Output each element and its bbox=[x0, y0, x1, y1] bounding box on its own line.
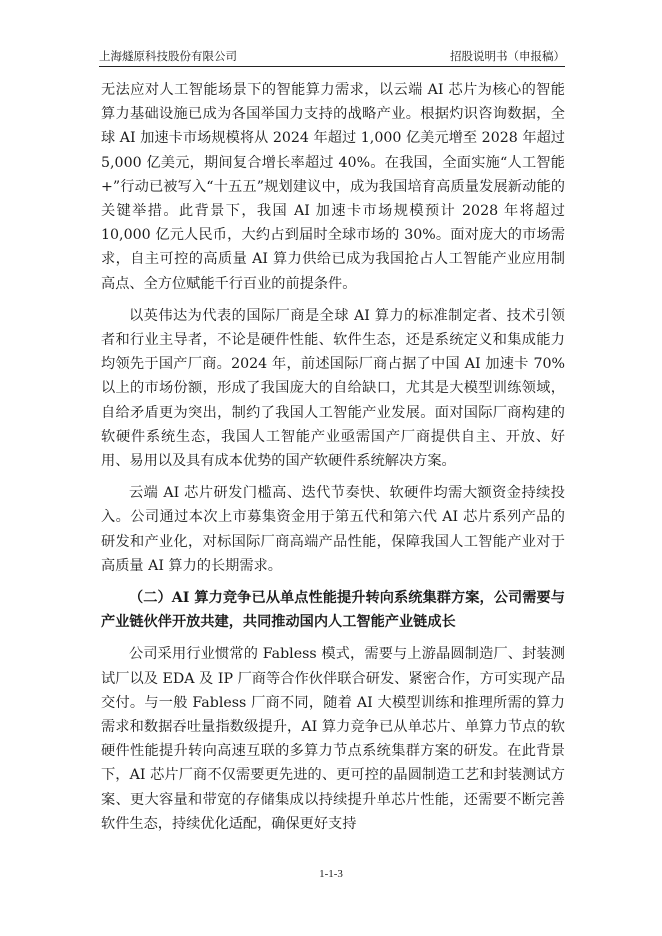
paragraph: 公司采用行业惯常的 Fabless 模式，需要与上游晶圆制造厂、封装测试厂以及 EDA 及 IP 厂商等合作伙伴联合研发、紧密合作，方可实现产品交付。与一般 Fabless 厂商不同，随着 AI 大模型训练和推理所需的算力需求和数据吞吐量指数级提升，AI 算力竞争已从单芯片、单算力节点的软硬件性能提升转向高速互联的多算力节点系统集群方案的研发。在此背景下，AI 芯片厂商不仅需要更先进的、更可控的晶圆制造工艺和封装测试方案、更大容量和带宽的存储集成以持续提升单芯片性能，还需要不断完善软件生态，持续优化适配，确保更好支持 bbox=[101, 646, 565, 832]
paragraph: 云端 AI 芯片研发门槛高、迭代节奏快、软硬件均需大额资金持续投入。公司通过本次上市募集资金用于第五代和第六代 AI 芯片系列产品的研发和产业化，对标国际厂商高端产品性能，保障我国人工智能产业对于高质量 AI 算力的长期需求。 bbox=[101, 485, 565, 574]
section-heading: （二）AI 算力竞争已从单点性能提升转向系统集群方案，公司需要与产业链伙伴开放共建，共同推动国内人工智能产业链成长 bbox=[101, 590, 565, 631]
page-body bbox=[101, 78, 565, 836]
paragraph-continued: 无法应对人工智能场景下的智能算力需求，以云端 AI 芯片为核心的智能算力基础设施已成为各国举国力支持的战略产业。根据灼识咨询数据，全球 AI 加速卡市场规模将从 2024 年超过 1,000 亿美元增至 2028 年超过 5,000 亿美元，期间复合增长率超过 40%。在我国，全面实施“人工智能+”行动已被写入“十五五”规划建议中，成为我国培育高质量发展新动能的关键举措。此背景下，我国 AI 加速卡市场规模预计 2028 年将超过 10,000 亿元人民币，大约占到届时全球市场的 30%。面对庞大的市场需求，自主可控的高质量 AI 算力供给已成为我国抢占人工智能产业应用制高点、全方位赋能千行百业的前提条件。 bbox=[101, 82, 565, 292]
company-name: 上海燧原科技股份有限公司 bbox=[99, 49, 237, 63]
page-number: 1-1-3 bbox=[319, 868, 343, 880]
document-type: 招股说明书（申报稿） bbox=[450, 49, 565, 63]
page-header bbox=[99, 46, 565, 67]
paragraph: 以英伟达为代表的国际厂商是全球 AI 算力的标准制定者、技术引领者和行业主导者，不论是硬件性能、软件生态，还是系统定义和集成能力均领先于国产厂商。2024 年，前述国际厂商占据了中国 AI 加速卡 70%以上的市场份额，形成了我国庞大的自给缺口，尤其是大模型训练领域，自给矛盾更为突出，制约了我国人工智能产业发展。面对国际厂商构建的软硬件系统生态，我国人工智能产业亟需国产厂商提供自主、开放、好用、易用以及具有成本优势的国产软硬件系统解决方案。 bbox=[101, 307, 565, 470]
